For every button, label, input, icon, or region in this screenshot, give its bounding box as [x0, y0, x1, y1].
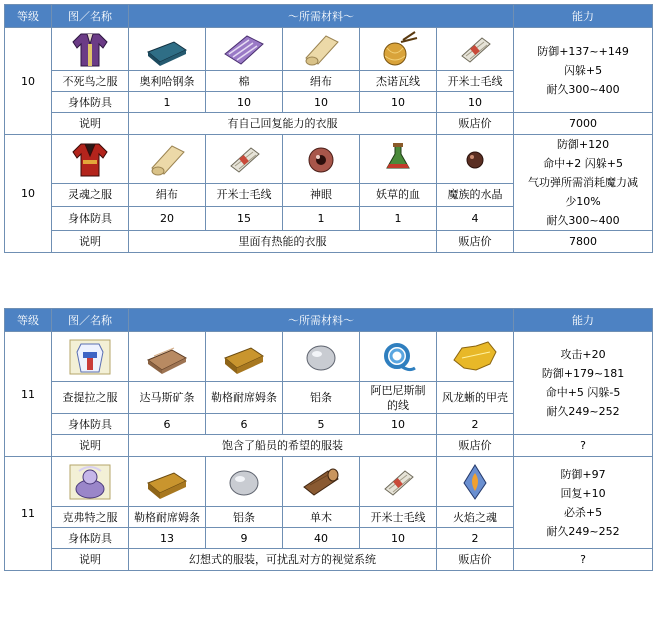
gold-bar-icon — [221, 338, 267, 376]
item-description: 有自己回复能力的衣服 — [129, 113, 437, 135]
ability-line: 耐久300~400 — [546, 214, 620, 227]
material-qty: 5 — [283, 414, 360, 435]
ability-line: 必杀+5 — [563, 505, 603, 519]
material-image — [283, 135, 360, 184]
wood-log-icon — [298, 463, 344, 501]
desc-label: 说明 — [52, 231, 129, 253]
ability-line: 回复+10 — [560, 486, 606, 500]
item-description: 饱含了船员的希望的服装 — [129, 435, 437, 457]
item-description: 里面有热能的衣服 — [129, 231, 437, 253]
wool-bundle-icon — [221, 140, 267, 178]
material-image — [360, 135, 437, 184]
header-materials: ～所需材料～ — [129, 5, 514, 28]
ability-cell — [514, 28, 653, 113]
material-qty: 2 — [437, 414, 514, 435]
material-image — [129, 457, 206, 507]
header-level: 等级 — [5, 309, 52, 332]
aluminum-disc-icon — [298, 338, 344, 376]
material-name: 妖草的血 — [360, 183, 437, 207]
item-price: 7000 — [514, 113, 653, 135]
item-image — [52, 135, 129, 184]
ability-line: 防御+120 — [556, 138, 610, 151]
crafting-table-1 — [4, 4, 653, 253]
material-name: 火焰之魂 — [437, 507, 514, 528]
material-name: 铝条 — [283, 382, 360, 414]
material-name: 阿巴尼斯制的线 — [360, 382, 437, 414]
material-image — [360, 28, 437, 71]
material-image — [437, 135, 514, 184]
material-name: 绢布 — [129, 183, 206, 207]
item-level: 11 — [5, 332, 52, 457]
robe-red-icon — [67, 140, 113, 178]
material-image — [360, 457, 437, 507]
item-type: 身体防具 — [52, 414, 129, 435]
brown-bar-icon — [144, 338, 190, 376]
ability-line: 防御+97 — [560, 467, 606, 481]
material-name: 神眼 — [283, 183, 360, 207]
material-qty: 10 — [283, 92, 360, 113]
material-image — [206, 457, 283, 507]
header-ability: 能力 — [514, 309, 653, 332]
eyeball-icon — [298, 140, 344, 178]
silk-scroll-icon — [144, 140, 190, 178]
gold-bar-icon — [144, 463, 190, 501]
robe-lilac-icon — [67, 463, 113, 501]
item-description: 幻想式的服装，可扰乱对方的视觉系统 — [129, 549, 437, 571]
material-image — [129, 28, 206, 71]
item-level: 10 — [5, 135, 52, 253]
robe-white-icon — [67, 338, 113, 376]
item-name: 查提拉之服 — [52, 382, 129, 414]
price-label: 贩店价 — [437, 231, 514, 253]
price-label: 贩店价 — [437, 113, 514, 135]
robe-purple-icon — [67, 30, 113, 68]
desc-label: 说明 — [52, 113, 129, 135]
ability-line: 防御+179~181 — [541, 367, 625, 380]
material-name: 达马斯矿条 — [129, 382, 206, 414]
item-name: 灵魂之服 — [52, 183, 129, 207]
material-name: 开米士毛线 — [206, 183, 283, 207]
header-icon-name: 图／名称 — [52, 5, 129, 28]
ability-cell — [514, 332, 653, 435]
material-image — [283, 332, 360, 382]
item-type: 身体防具 — [52, 528, 129, 549]
ability-cell — [514, 457, 653, 549]
blue-rope-icon — [375, 338, 421, 376]
cotton-cloth-icon — [221, 30, 267, 68]
material-image — [283, 457, 360, 507]
ability-line: 耐久249~252 — [546, 405, 620, 418]
ability-line: 耐久300~400 — [546, 82, 620, 96]
potion-flask-icon — [375, 140, 421, 178]
item-name: 不死鸟之服 — [52, 71, 129, 92]
ability-line: 少10% — [565, 195, 601, 208]
material-qty: 10 — [360, 414, 437, 435]
item-price: 7800 — [514, 231, 653, 253]
item-image — [52, 28, 129, 71]
item-type: 身体防具 — [52, 92, 129, 113]
material-name: 杰诺瓦线 — [360, 71, 437, 92]
material-qty: 10 — [206, 92, 283, 113]
material-image — [129, 135, 206, 184]
material-name: 魔族的水晶 — [437, 183, 514, 207]
item-price: ? — [514, 549, 653, 571]
ability-line: 闪躲+5 — [563, 63, 603, 77]
ability-line: 耐久249~252 — [546, 524, 620, 538]
material-image — [283, 28, 360, 71]
material-name: 棉 — [206, 71, 283, 92]
ability-line: 气功弹所需消耗魔力减 — [528, 176, 639, 189]
material-qty: 13 — [129, 528, 206, 549]
gold-scale-icon — [452, 338, 498, 376]
desc-label: 说明 — [52, 549, 129, 571]
blue-bar-icon — [144, 30, 190, 68]
material-qty: 10 — [360, 528, 437, 549]
item-level: 10 — [5, 28, 52, 135]
material-name: 铝条 — [206, 507, 283, 528]
material-name: 开米士毛线 — [437, 71, 514, 92]
item-image — [52, 332, 129, 382]
material-name: 风龙蜥的甲壳 — [437, 382, 514, 414]
item-type: 身体防具 — [52, 207, 129, 231]
material-qty: 9 — [206, 528, 283, 549]
dark-orb-icon — [452, 140, 498, 178]
material-qty: 6 — [129, 414, 206, 435]
ability-line: 命中+5 闪躲-5 — [545, 386, 621, 399]
aluminum-disc-icon — [221, 463, 267, 501]
header-icon-name: 图／名称 — [52, 309, 129, 332]
price-label: 贩店价 — [437, 549, 514, 571]
item-level: 11 — [5, 457, 52, 571]
material-qty: 1 — [129, 92, 206, 113]
ability-cell — [514, 135, 653, 231]
crafting-table-2 — [4, 308, 653, 571]
material-qty: 4 — [437, 207, 514, 231]
item-name: 克弗特之服 — [52, 507, 129, 528]
ability-line: 命中+2 闪躲+5 — [543, 157, 624, 170]
wool-bundle-icon — [452, 30, 498, 68]
item-image — [52, 457, 129, 507]
material-name: 奥利哈钢条 — [129, 71, 206, 92]
material-name: 开米士毛线 — [360, 507, 437, 528]
item-price: ? — [514, 435, 653, 457]
desc-label: 说明 — [52, 435, 129, 457]
material-qty: 20 — [129, 207, 206, 231]
material-name: 单木 — [283, 507, 360, 528]
material-image — [206, 28, 283, 71]
material-name: 勒格耐席姆条 — [129, 507, 206, 528]
header-materials: ～所需材料～ — [129, 309, 514, 332]
material-image — [206, 332, 283, 382]
material-qty: 40 — [283, 528, 360, 549]
material-name: 绢布 — [283, 71, 360, 92]
material-qty: 10 — [437, 92, 514, 113]
material-qty: 6 — [206, 414, 283, 435]
material-qty: 2 — [437, 528, 514, 549]
flame-crystal-icon — [452, 463, 498, 501]
material-qty: 1 — [360, 207, 437, 231]
wool-bundle-icon — [375, 463, 421, 501]
material-qty: 1 — [283, 207, 360, 231]
ability-line: 防御+137~+149 — [537, 44, 629, 58]
price-label: 贩店价 — [437, 435, 514, 457]
material-image — [437, 28, 514, 71]
material-image — [360, 332, 437, 382]
material-image — [437, 457, 514, 507]
ability-line: 攻击+20 — [560, 348, 606, 361]
material-image — [206, 135, 283, 184]
material-qty: 15 — [206, 207, 283, 231]
material-image — [129, 332, 206, 382]
header-level: 等级 — [5, 5, 52, 28]
material-image — [437, 332, 514, 382]
material-qty: 10 — [360, 92, 437, 113]
yarn-ball-icon — [375, 30, 421, 68]
material-name: 勒格耐席姆条 — [206, 382, 283, 414]
silk-scroll-icon — [298, 30, 344, 68]
header-ability: 能力 — [514, 5, 653, 28]
